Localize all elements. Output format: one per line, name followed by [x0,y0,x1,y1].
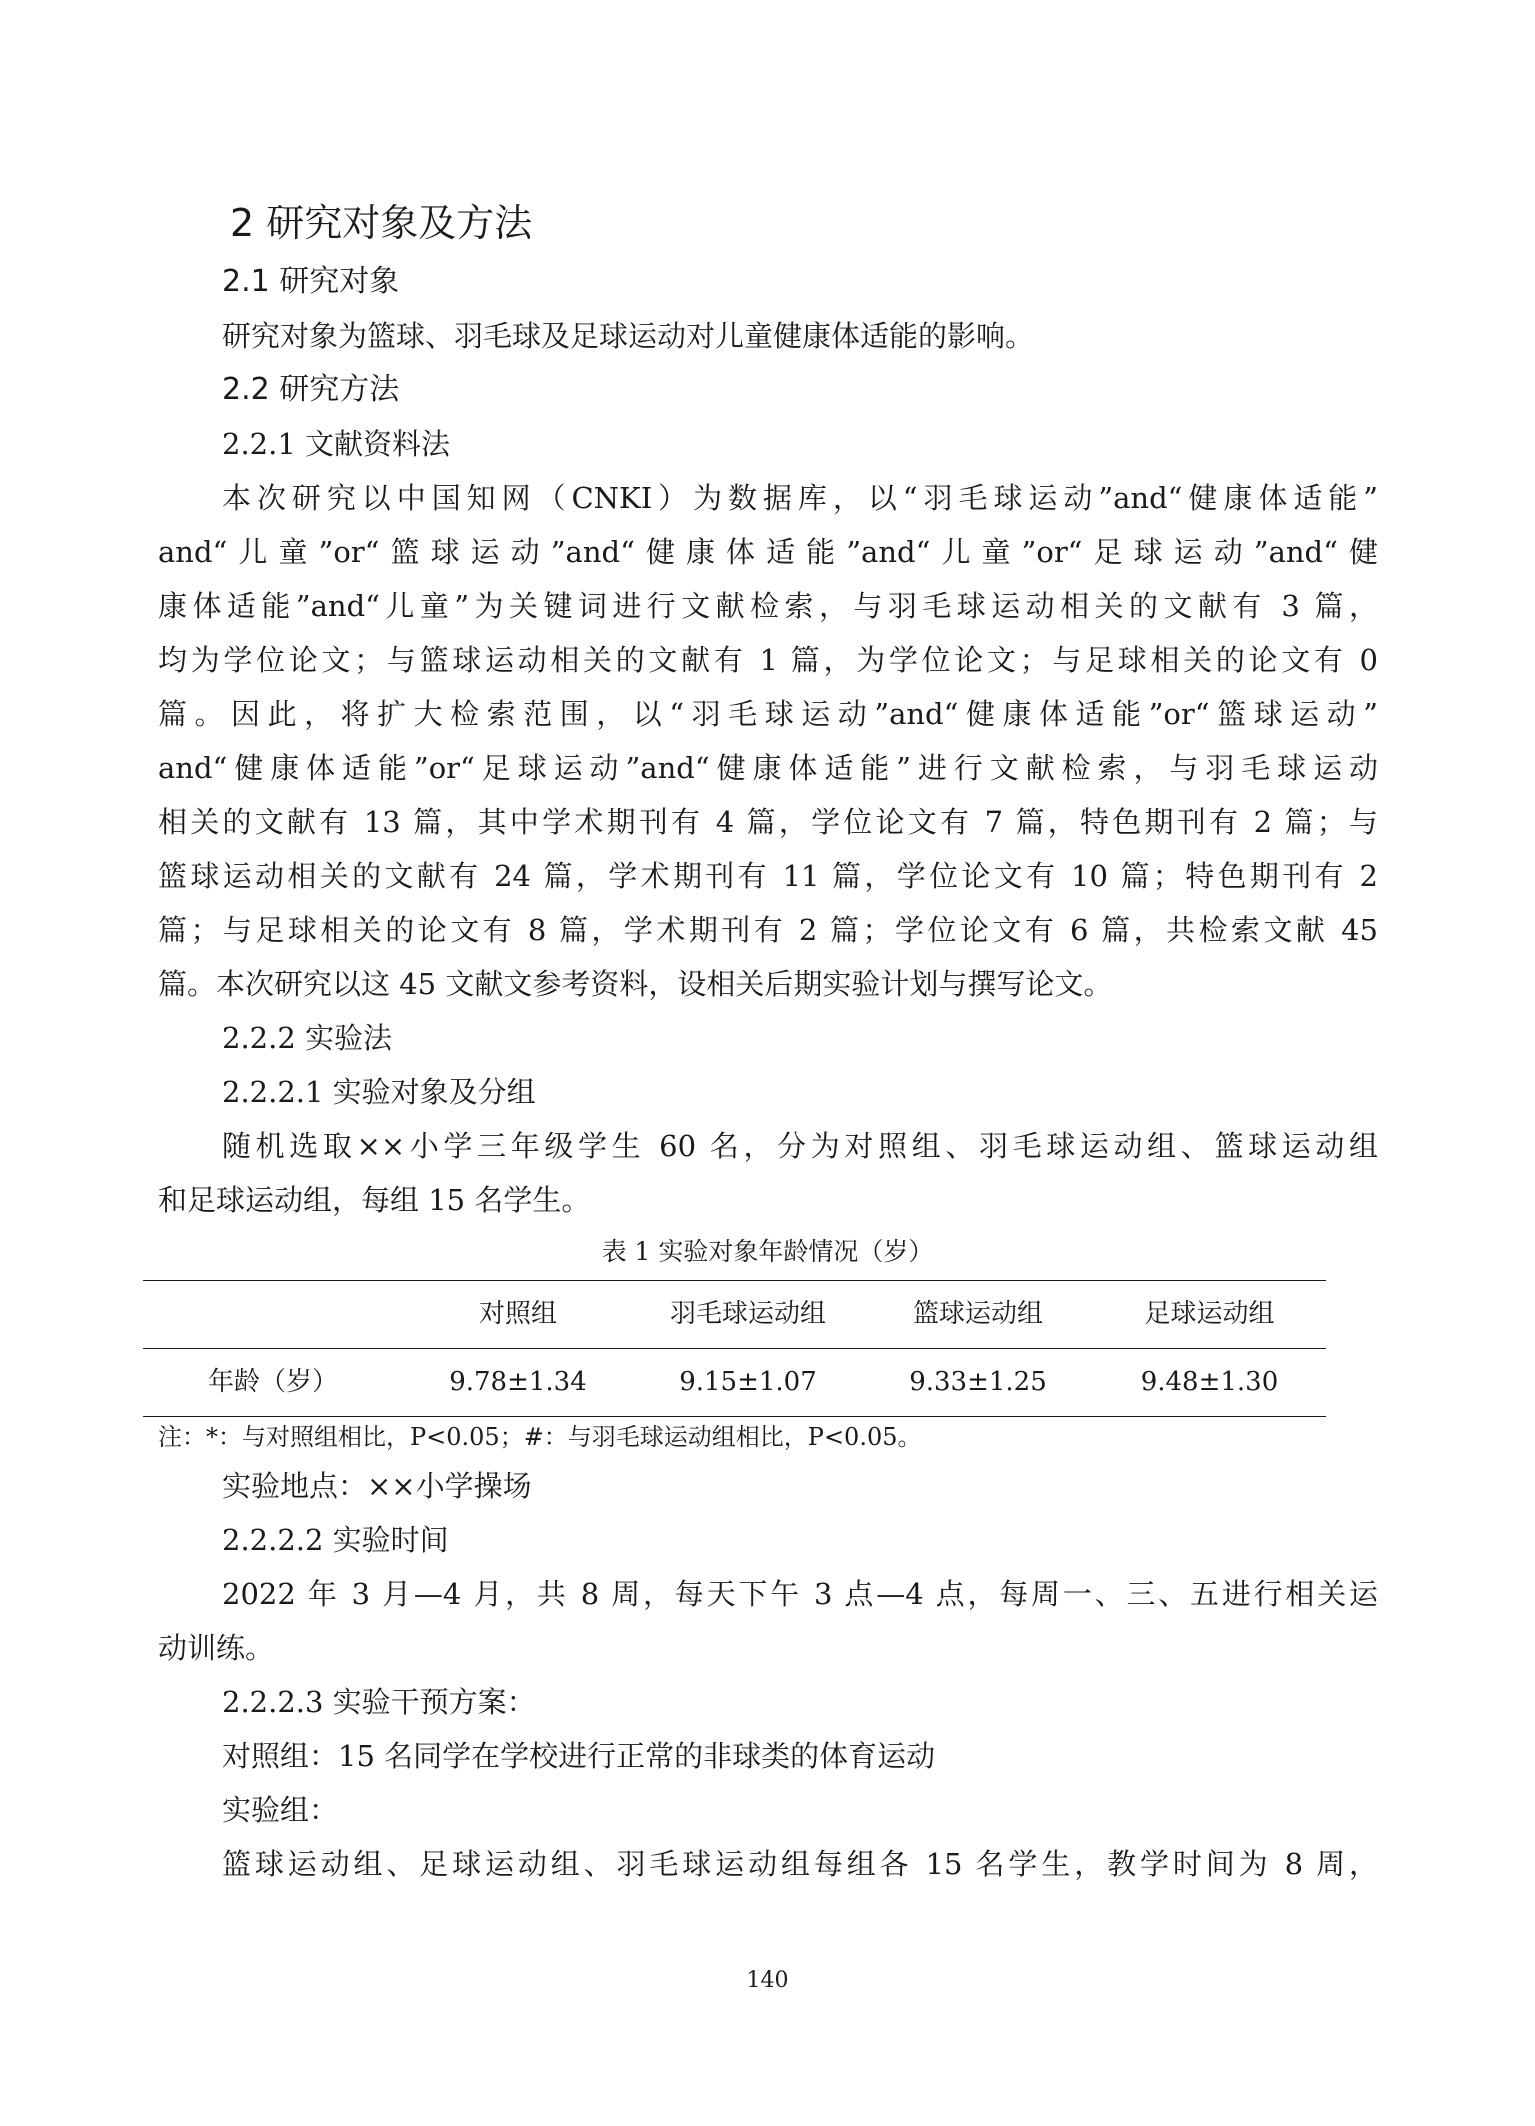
control-group-text: 对照组：15 名同学在学校进行正常的非球类的体育运动 [222,1739,936,1773]
page-number: 140 [746,1968,789,1993]
time-paragraph-line: 2022 年 3 月—4 月，共 8 周，每天下午 3 点—4 点，每周一、三、五进行相关运 [222,1577,1378,1611]
literature-line: 篇。本次研究以这 45 文献文参考资料，设相关后期实验计划与撰写论文。 [158,967,1113,1001]
literature-line: 本次研究以中国知网（CNKI）为数据库，以“羽毛球运动”and“健康体适能” [222,481,1378,515]
subsection-heading-2-2: 2.2 研究方法 [222,372,400,407]
literature-line: 康体适能”and“儿童”为关键词进行文献检索，与羽毛球运动相关的文献有 3 篇， [158,589,1378,623]
section-heading: 2 研究对象及方法 [230,201,533,245]
table-header-cell: 对照组 [478,1299,557,1329]
group-paragraph-line: 和足球运动组，每组 15 名学生。 [158,1183,591,1217]
heading-2-2-2-2: 2.2.2.2 实验时间 [222,1523,449,1557]
group-paragraph-line: 随机选取××小学三年级学生 60 名，分为对照组、羽毛球运动组、篮球运动组 [222,1129,1378,1163]
table-row-label: 年龄（岁） [207,1367,338,1397]
table-header-cell: 足球运动组 [1144,1299,1275,1329]
heading-2-2-2-3: 2.2.2.3 实验干预方案： [222,1685,536,1719]
table-note: 注：*：与对照组相比，P<0.05；#：与羽毛球运动组相比，P<0.05。 [158,1423,922,1451]
table-cell: 9.48±1.30 [1140,1367,1279,1397]
experiment-group-label: 实验组： [222,1793,339,1827]
table-header-cell: 篮球运动组 [912,1299,1043,1329]
heading-2-2-1: 2.2.1 文献资料法 [222,427,451,461]
table-top-rule [143,1280,1326,1281]
table-cell: 9.78±1.34 [449,1367,587,1397]
literature-line: and“健康体适能”or“足球运动”and“健康体适能”进行文献检索，与羽毛球运动 [158,751,1378,785]
literature-line: 篇；与足球相关的论文有 8 篇，学术期刊有 2 篇；学位论文有 6 篇，共检索文献 45 [158,913,1378,947]
heading-2-2-2-1: 2.2.2.1 实验对象及分组 [222,1075,536,1109]
literature-line: and“儿童”or“篮球运动”and“健康体适能”and“儿童”or“足球运动”and“健 [158,535,1378,569]
table-header-cell: 羽毛球运动组 [669,1299,826,1329]
literature-line: 均为学位论文；与篮球运动相关的文献有 1 篇，为学位论文；与足球相关的论文有 0 [158,643,1378,677]
paragraph-research-object: 研究对象为篮球、羽毛球及足球运动对儿童健康体适能的影响。 [222,319,1035,353]
heading-2-2-2: 2.2.2 实验法 [222,1021,393,1055]
literature-line: 篮球运动相关的文献有 24 篇，学术期刊有 11 篇，学位论文有 10 篇；特色期刊有 2 [158,859,1378,893]
table-mid-rule [143,1348,1326,1349]
experiment-location: 实验地点：××小学操场 [222,1469,532,1503]
table-bottom-rule [143,1416,1326,1417]
literature-line: 篇。因此，将扩大检索范围，以“羽毛球运动”and“健康体适能”or“篮球运动” [158,697,1378,731]
table-caption: 表 1 实验对象年龄情况（岁） [601,1237,934,1266]
subsection-heading-2-1: 2.1 研究对象 [222,264,400,299]
table-cell: 9.15±1.07 [679,1367,817,1397]
time-paragraph-line: 动训练。 [158,1631,275,1665]
experiment-group-text: 篮球运动组、足球运动组、羽毛球运动组每组各 15 名学生，教学时间为 8 周， [222,1847,1378,1881]
table-cell: 9.33±1.25 [909,1367,1047,1397]
literature-line: 相关的文献有 13 篇，其中学术期刊有 4 篇，学位论文有 7 篇，特色期刊有 2 篇；与 [158,805,1378,839]
